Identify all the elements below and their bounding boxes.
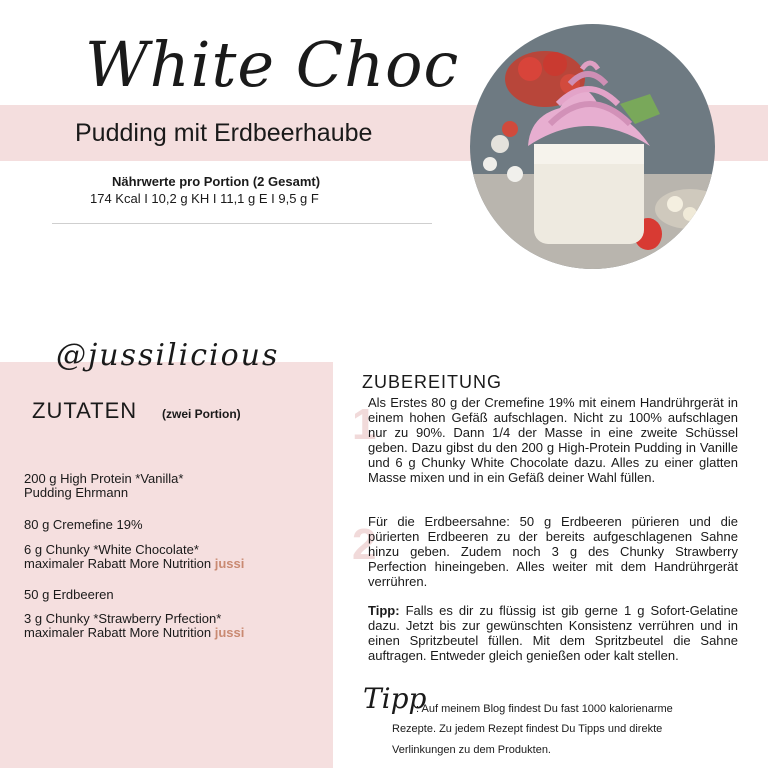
ingredient-line: 50 g Erdbeeren [24,587,114,602]
ingredients-heading: ZUTATEN [32,398,138,423]
nutrition-heading: Nährwerte pro Portion (2 Gesamt) [112,174,321,189]
step-number: 2 [352,520,377,569]
discount-code: jussi [214,625,245,640]
dessert-photo [470,24,715,269]
author-handle: @jussilicious [56,338,280,373]
ingredient-line: 80 g Cremefine 19% [24,517,143,532]
ingredient-line-text: maximaler Rabatt More Nutrition [24,625,215,640]
discount-code: jussi [214,556,245,571]
divider [52,223,432,224]
tipp-script-label: Tipp [363,682,427,715]
ingredient-line [24,557,244,571]
recipe-subtitle: Pudding mit Erdbeerhaube [75,119,373,147]
nutrition-values: 174 Kcal I 10,2 g KH I 11,1 g E I 9,5 g F [90,191,319,206]
ingredient-item [24,472,183,500]
ingredient-line [24,626,244,640]
ingredient-line: Pudding Ehrmann [24,485,129,500]
ingredient-item [24,543,244,571]
ingredient-line-text: maximaler Rabatt More Nutrition [24,556,215,571]
step-1-text: Als Erstes 80 g der Cremefine 19% mit einem Handrührgerät in einem hohen Gefäß aufschlagen. Nicht zu 100% aufschlagen nur zu 90%. Dann 1/4 der Masse in eine zweite Schüssel geben. Dazu gibst du den 200 g High-Protein Pudding in Vanille und 6 g Chunky White Chocolate dazu. Alles zu einer glatten Masse mixen und in ein Gefäß deiner Wahl füllen. [368,395,738,485]
footer-tip-line: Rezepte. Zu jedem Rezept findest Du Tipps und direkte [392,723,663,735]
recipe-title-script: White Choc [85,28,460,101]
tip-paragraph [368,603,738,663]
ingredient-item [24,518,143,532]
step-2-text: Für die Erdbeersahne: 50 g Erdbeeren pürieren und die pürierten Erdbeeren zu der bereits aufgeschlagenen Sahne hinzu geben. Zudem noch 3 g des Chunky Strawberry Perfection hineingeben. Alles weiter mit dem Handrührgerät verrühren. [368,514,738,589]
tip-label: Tipp: [368,603,400,618]
footer-tip-line: Verlinkungen zu dem Produkten. [392,744,551,756]
footer-tip-line: : Auf meinem Blog findest Du fast 1000 kalorienarme [416,703,673,715]
tip-text: Falls es dir zu flüssig ist gib gerne 1 g Sofort-Gelatine dazu. Jetzt bis zur gewünschten Konsistenz verrühren und in einen Spritzbeutel füllen. Mit dem Spritzbeutel die Sahne auftragen. Entweder gleich genießen oder kalt stellen. [368,603,738,663]
ingredient-line: 6 g Chunky *White Chocolate* [24,542,199,557]
ingredient-line: 200 g High Protein *Vanilla* [24,471,184,486]
preparation-heading: ZUBEREITUNG [362,372,503,392]
ingredient-line: 3 g Chunky *Strawberry Prfection* [24,611,222,626]
ingredient-item [24,612,244,640]
ingredient-item [24,588,114,602]
step-number: 1 [352,400,377,449]
ingredients-subheading: (zwei Portion) [162,407,241,421]
